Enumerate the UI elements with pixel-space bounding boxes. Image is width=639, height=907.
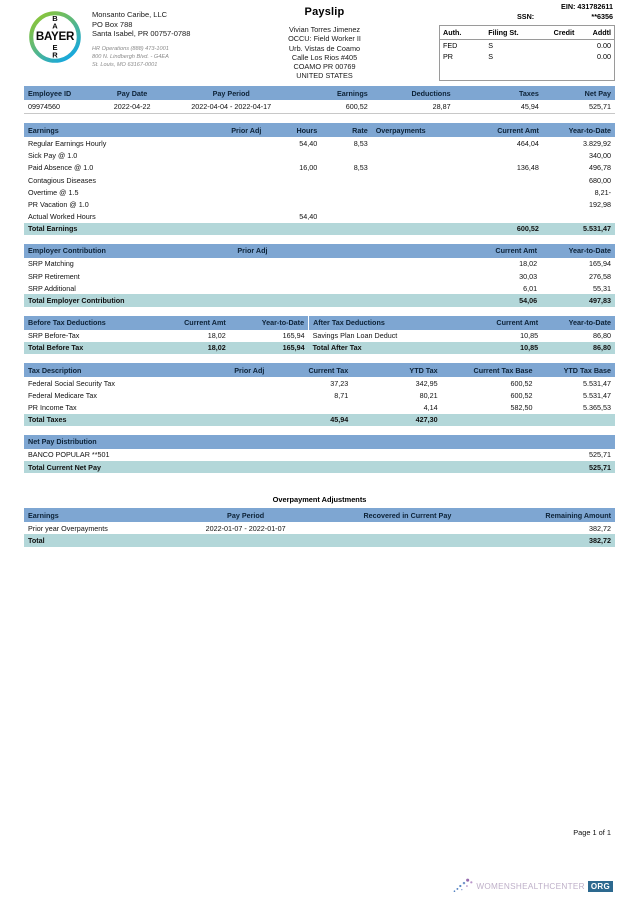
withholding-auth: FED <box>443 41 458 50</box>
identifiers-block <box>439 0 615 81</box>
col-overpayments: Overpayments <box>372 123 466 137</box>
withholding-filing: S <box>488 52 494 61</box>
ec-total-current: 54,06 <box>462 294 541 306</box>
btd-total-ytd: 165,94 <box>230 342 309 354</box>
earnings-hours <box>265 150 321 162</box>
value-employee-id: 09974560 <box>28 102 60 112</box>
overpayment-total-row <box>24 534 615 546</box>
table-row <box>24 449 615 461</box>
withholding-filing: S <box>488 41 494 50</box>
col-year-to-date: Year-to-Date <box>543 123 615 137</box>
table-row <box>24 211 615 223</box>
col-pay-date: Pay Date <box>96 86 168 100</box>
earnings-desc: Sick Pay @ 1.0 <box>28 151 78 161</box>
ec-prior-adj <box>192 270 271 282</box>
earnings-desc: PR Vacation @ 1.0 <box>28 199 89 209</box>
tax-ytd-base: 5.365,53 <box>583 402 611 412</box>
col-earnings-desc: Earnings <box>24 123 188 137</box>
ovp-total-spacer <box>172 534 320 546</box>
page-title: Payslip <box>304 6 345 18</box>
svg-text:A: A <box>52 21 58 31</box>
table-row <box>24 377 615 389</box>
col-ovp-remaining: Remaining Amount <box>495 508 615 522</box>
earnings-hours: 16,00 <box>299 163 318 173</box>
tax-ytd: 4,14 <box>423 402 438 412</box>
ein-label: EIN: <box>561 2 576 11</box>
ec-spacer <box>271 270 461 282</box>
earnings-prior-adj <box>188 137 265 149</box>
btd-desc: SRP Before-Tax <box>28 331 80 341</box>
earnings-total-spacer3 <box>321 223 371 235</box>
earnings-current: 136,48 <box>516 163 539 173</box>
hr-address-line2: St. Louis, MO 63167-0001 <box>92 61 158 68</box>
withholding-addtl: 0.00 <box>597 52 611 61</box>
overpayment-header-row <box>24 508 615 522</box>
taxes-total-label: Total Taxes <box>24 414 190 426</box>
earnings-current <box>465 198 542 210</box>
ec-prior-adj <box>192 258 271 270</box>
earnings-prior-adj <box>188 186 265 198</box>
ec-desc: SRP Matching <box>28 259 74 269</box>
employer-contribution-section <box>24 244 615 307</box>
earnings-rate: 8,53 <box>353 163 368 173</box>
btd-ytd: 165,94 <box>282 331 305 341</box>
svg-text:BAYER: BAYER <box>35 30 75 44</box>
earnings-table <box>24 123 615 235</box>
col-ec-prior-adj: Prior Adj <box>192 244 271 258</box>
tax-prior-adj <box>190 389 268 401</box>
employee-address-line2: Calle Los Rios #405 <box>291 52 358 62</box>
ein-value: 431782611 <box>577 2 613 11</box>
value-pay-period: 2022-04-04 - 2022-04-17 <box>191 102 272 112</box>
value-pay-date: 2022-04-22 <box>113 102 151 112</box>
earnings-desc: Actual Worked Hours <box>28 212 96 222</box>
earnings-overpayments <box>372 211 466 223</box>
earnings-current <box>465 186 542 198</box>
employer-contribution-table <box>24 244 615 307</box>
company-block <box>24 0 224 69</box>
ec-total-label: Total Employer Contribution <box>24 294 192 306</box>
ec-total-spacer1 <box>192 294 271 306</box>
earnings-total-spacer4 <box>372 223 466 235</box>
earnings-overpayments <box>372 174 466 186</box>
withholding-header-row <box>440 26 614 40</box>
ec-desc: SRP Additional <box>28 283 76 293</box>
ovp-total-label: Total <box>24 534 172 546</box>
ssn-label: SSN: <box>517 12 535 21</box>
ovp-desc: Prior year Overpayments <box>28 523 108 533</box>
atd-total-ytd: 86,80 <box>542 342 615 354</box>
employee-occupation: OCCU: Field Worker II <box>288 34 361 44</box>
ssn-value: **6356 <box>591 12 613 21</box>
taxes-total-row <box>24 414 615 426</box>
col-hours: Hours <box>265 123 321 137</box>
earnings-prior-adj <box>188 198 265 210</box>
col-tax-prior-adj: Prior Adj <box>190 363 268 377</box>
col-prior-adj: Prior Adj <box>188 123 265 137</box>
taxes-total-current: 45,94 <box>268 414 352 426</box>
pay-summary-section <box>24 86 615 114</box>
deductions-table <box>24 316 615 354</box>
ovp-total-remaining: 382,72 <box>495 534 615 546</box>
tax-current: 8,71 <box>334 390 349 400</box>
table-row <box>440 40 614 52</box>
svg-text:R: R <box>52 50 58 60</box>
company-address-line2: Santa Isabel, PR 00757-0788 <box>92 29 191 38</box>
tax-ytd: 80,21 <box>419 390 438 400</box>
table-row <box>24 174 615 186</box>
deductions-section <box>24 316 615 354</box>
col-tax-description: Tax Description <box>24 363 190 377</box>
col-btd-year-to-date: Year-to-Date <box>230 316 309 330</box>
col-after-tax-deductions: After Tax Deductions <box>309 316 464 330</box>
atd-ytd: 86,80 <box>593 331 611 341</box>
btd-current: 18,02 <box>207 331 226 341</box>
col-ec-current-amt: Current Amt <box>462 244 541 258</box>
ssn-line <box>439 12 615 22</box>
watermark-text: WOMENSHEALTHCENTER <box>476 881 585 891</box>
earnings-hours <box>265 186 321 198</box>
col-net-pay: Net Pay <box>543 86 615 100</box>
net-pay-total-label: Total Current Net Pay <box>24 461 538 473</box>
employer-contribution-total-row <box>24 294 615 306</box>
earnings-overpayments <box>372 137 466 149</box>
table-row <box>24 100 615 113</box>
col-atd-current-amt: Current Amt <box>464 316 542 330</box>
earnings-current <box>465 211 542 223</box>
withholding-addtl: 0.00 <box>597 41 611 50</box>
withholding-auth: PR <box>443 52 453 61</box>
col-rate: Rate <box>321 123 371 137</box>
value-earnings: 600,52 <box>345 102 368 112</box>
tax-ytd: 342,95 <box>415 378 438 388</box>
ovp-pay-period: 2022-01-07 - 2022-01-07 <box>205 523 286 533</box>
col-current-tax: Current Tax <box>268 363 352 377</box>
bayer-logo <box>26 8 84 66</box>
earnings-rate <box>321 198 371 210</box>
atd-desc: Savings Plan Loan Deduct <box>312 331 398 341</box>
earnings-hours: 54,40 <box>299 212 318 222</box>
table-row <box>24 137 615 149</box>
earnings-rate <box>321 174 371 186</box>
deductions-header-row <box>24 316 615 330</box>
earnings-desc: Contagious Diseases <box>28 175 96 185</box>
earnings-prior-adj <box>188 174 265 186</box>
net-pay-distribution-section <box>24 435 615 473</box>
atd-total-current: 10,85 <box>464 342 542 354</box>
earnings-ytd: 340,00 <box>589 151 611 161</box>
withholding-col-credit: Credit <box>541 26 578 40</box>
tax-ytd-base: 5.531,47 <box>583 390 611 400</box>
table-row <box>440 51 614 62</box>
col-deductions: Deductions <box>372 86 455 100</box>
ec-ytd: 165,94 <box>589 259 611 269</box>
ec-spacer <box>271 258 461 270</box>
net-pay-amount: 525,71 <box>589 450 611 460</box>
table-row <box>24 162 615 174</box>
company-address-line1: PO Box 788 <box>92 19 133 29</box>
earnings-desc: Paid Absence @ 1.0 <box>28 163 94 173</box>
col-net-pay-amount <box>538 435 615 449</box>
earnings-overpayments <box>372 162 466 174</box>
earnings-ytd: 8,21- <box>594 187 611 197</box>
col-employee-id: Employee ID <box>24 86 96 100</box>
table-row <box>24 389 615 401</box>
employee-country: UNITED STATES <box>296 71 353 81</box>
deductions-total-row <box>24 342 615 354</box>
tax-current-base: 600,52 <box>510 390 533 400</box>
earnings-overpayments <box>372 198 466 210</box>
overpayment-title: Overpayment Adjustments <box>272 495 367 505</box>
earnings-rate <box>321 211 371 223</box>
table-row <box>24 270 615 282</box>
earnings-desc: Overtime @ 1.5 <box>28 187 79 197</box>
ec-current: 18,02 <box>519 259 538 269</box>
taxes-total-spacer <box>190 414 268 426</box>
tax-ytd-base: 5.531,47 <box>583 378 611 388</box>
taxes-header-row <box>24 363 615 377</box>
earnings-ytd: 496,78 <box>589 163 611 173</box>
col-ovp-recovered: Recovered in Current Pay <box>320 508 496 522</box>
earnings-ytd <box>543 211 615 223</box>
employer-contribution-header-row <box>24 244 615 258</box>
employee-name: Vivian Torres Jimenez <box>288 25 361 34</box>
tax-current <box>268 401 352 413</box>
withholding-table <box>439 25 615 81</box>
table-row <box>24 401 615 413</box>
col-ytd-tax-base: YTD Tax Base <box>537 363 616 377</box>
tax-prior-adj <box>190 401 268 413</box>
withholding-col-addtl: Addtl <box>577 26 614 40</box>
net-pay-header-row <box>24 435 615 449</box>
net-pay-total-row <box>24 461 615 473</box>
table-row <box>24 186 615 198</box>
btd-total-label: Total Before Tax <box>24 342 151 354</box>
employee-address-block <box>210 25 439 81</box>
ovp-recovered <box>320 522 496 534</box>
tax-current-base: 600,52 <box>510 378 533 388</box>
ovp-remaining: 382,72 <box>589 523 611 533</box>
col-employer-contribution: Employer Contribution <box>24 244 192 258</box>
table-row <box>24 258 615 270</box>
overpayment-adjustments-section <box>24 495 615 546</box>
earnings-total-label: Total Earnings <box>24 223 188 235</box>
pay-summary-table <box>24 86 615 113</box>
watermark-badge: ORG <box>588 881 613 892</box>
center-block <box>210 0 439 81</box>
withholding-col-filing: Filing St. <box>485 26 541 40</box>
ec-spacer <box>271 282 461 294</box>
col-ytd-tax: YTD Tax <box>352 363 441 377</box>
earnings-section <box>24 123 615 235</box>
earnings-current <box>465 150 542 162</box>
table-row <box>24 522 615 534</box>
ec-current: 6,01 <box>523 283 538 293</box>
ec-total-ytd: 497,83 <box>541 294 615 306</box>
sparkle-dots-icon <box>453 877 475 895</box>
ovp-total-recovered <box>320 534 496 546</box>
ec-ytd: 55,31 <box>593 283 611 293</box>
tax-desc: PR Income Tax <box>28 402 77 412</box>
ec-prior-adj <box>192 282 271 294</box>
col-ec-spacer <box>271 244 461 258</box>
svg-text:B: B <box>52 13 58 23</box>
table-row <box>24 198 615 210</box>
earnings-ytd: 3.829,92 <box>583 138 611 148</box>
employee-city-state-zip: COAMO PR 00769 <box>293 62 356 72</box>
hr-address-line1: 800 N. Lindbergh Blvd. - G4EA <box>92 53 169 60</box>
earnings-ytd: 192,98 <box>589 199 611 209</box>
col-current-tax-base: Current Tax Base <box>442 363 537 377</box>
col-earnings: Earnings <box>294 86 371 100</box>
earnings-total-spacer2 <box>265 223 321 235</box>
col-ec-year-to-date: Year-to-Date <box>541 244 615 258</box>
company-text <box>92 8 190 69</box>
earnings-prior-adj <box>188 162 265 174</box>
tax-current: 37,23 <box>330 378 349 388</box>
summary-header-row <box>24 86 615 100</box>
earnings-header-row <box>24 123 615 137</box>
net-pay-distribution-table <box>24 435 615 473</box>
earnings-ytd: 680,00 <box>589 175 611 185</box>
hr-operations-phone: HR Operations (888) 473-1001 <box>92 45 169 52</box>
tax-current-base: 582,50 <box>510 402 533 412</box>
earnings-rate <box>321 186 371 198</box>
taxes-total-ytd: 427,30 <box>352 414 441 426</box>
overpayment-table <box>24 508 615 546</box>
taxes-total-current-base <box>442 414 537 426</box>
net-pay-total-amount: 525,71 <box>538 461 615 473</box>
ec-current: 30,03 <box>519 271 538 281</box>
tax-prior-adj <box>190 377 268 389</box>
withholding-credit <box>541 51 578 62</box>
col-before-tax-deductions: Before Tax Deductions <box>24 316 151 330</box>
earnings-prior-adj <box>188 211 265 223</box>
table-row <box>24 282 615 294</box>
value-net-pay: 525,71 <box>589 102 611 112</box>
ec-ytd: 276,58 <box>589 271 611 281</box>
ec-desc: SRP Retirement <box>28 271 80 281</box>
col-net-pay-distribution: Net Pay Distribution <box>24 435 538 449</box>
col-current-amt: Current Amt <box>465 123 542 137</box>
earnings-rate: 8,53 <box>353 138 368 148</box>
tax-desc: Federal Social Security Tax <box>28 378 115 388</box>
earnings-overpayments <box>372 150 466 162</box>
table-row <box>24 330 615 342</box>
earnings-current: 464,04 <box>516 138 539 148</box>
earnings-hours <box>265 174 321 186</box>
col-ovp-pay-period: Pay Period <box>172 508 320 522</box>
taxes-total-ytd-base <box>537 414 616 426</box>
earnings-prior-adj <box>188 150 265 162</box>
taxes-table <box>24 363 615 426</box>
table-row <box>24 150 615 162</box>
value-deductions: 28,87 <box>432 102 451 112</box>
earnings-rate <box>321 150 371 162</box>
atd-current: 10,85 <box>520 331 539 341</box>
col-btd-current-amt: Current Amt <box>151 316 229 330</box>
earnings-overpayments <box>372 186 466 198</box>
col-pay-period: Pay Period <box>168 86 294 100</box>
document-header <box>24 0 615 86</box>
value-taxes: 45,94 <box>520 102 539 112</box>
earnings-total-row <box>24 223 615 235</box>
withholding-credit <box>541 40 578 52</box>
col-atd-year-to-date: Year-to-Date <box>542 316 615 330</box>
ein-line <box>439 2 615 12</box>
btd-total-current: 18,02 <box>151 342 229 354</box>
earnings-hours: 54,40 <box>299 138 318 148</box>
tax-desc: Federal Medicare Tax <box>28 390 97 400</box>
svg-text:E: E <box>52 42 58 52</box>
earnings-total-current: 600,52 <box>465 223 542 235</box>
earnings-desc: Regular Earnings Hourly <box>28 138 107 148</box>
earnings-total-ytd: 5.531,47 <box>543 223 615 235</box>
net-pay-bank: BANCO POPULAR **501 <box>28 450 110 460</box>
site-watermark <box>453 877 613 895</box>
employee-address-line1: Urb. Vistas de Coamo <box>288 43 361 53</box>
earnings-total-spacer1 <box>188 223 265 235</box>
company-name: Monsanto Caribe, LLC <box>92 10 168 19</box>
atd-total-label: Total After Tax <box>309 342 464 354</box>
page-number: Page 1 of 1 <box>573 828 611 837</box>
earnings-hours <box>265 198 321 210</box>
withholding-col-auth: Auth. <box>440 26 485 40</box>
col-ovp-earnings: Earnings <box>24 508 172 522</box>
ec-total-spacer2 <box>271 294 461 306</box>
earnings-current <box>465 174 542 186</box>
col-taxes: Taxes <box>455 86 543 100</box>
taxes-section <box>24 363 615 426</box>
